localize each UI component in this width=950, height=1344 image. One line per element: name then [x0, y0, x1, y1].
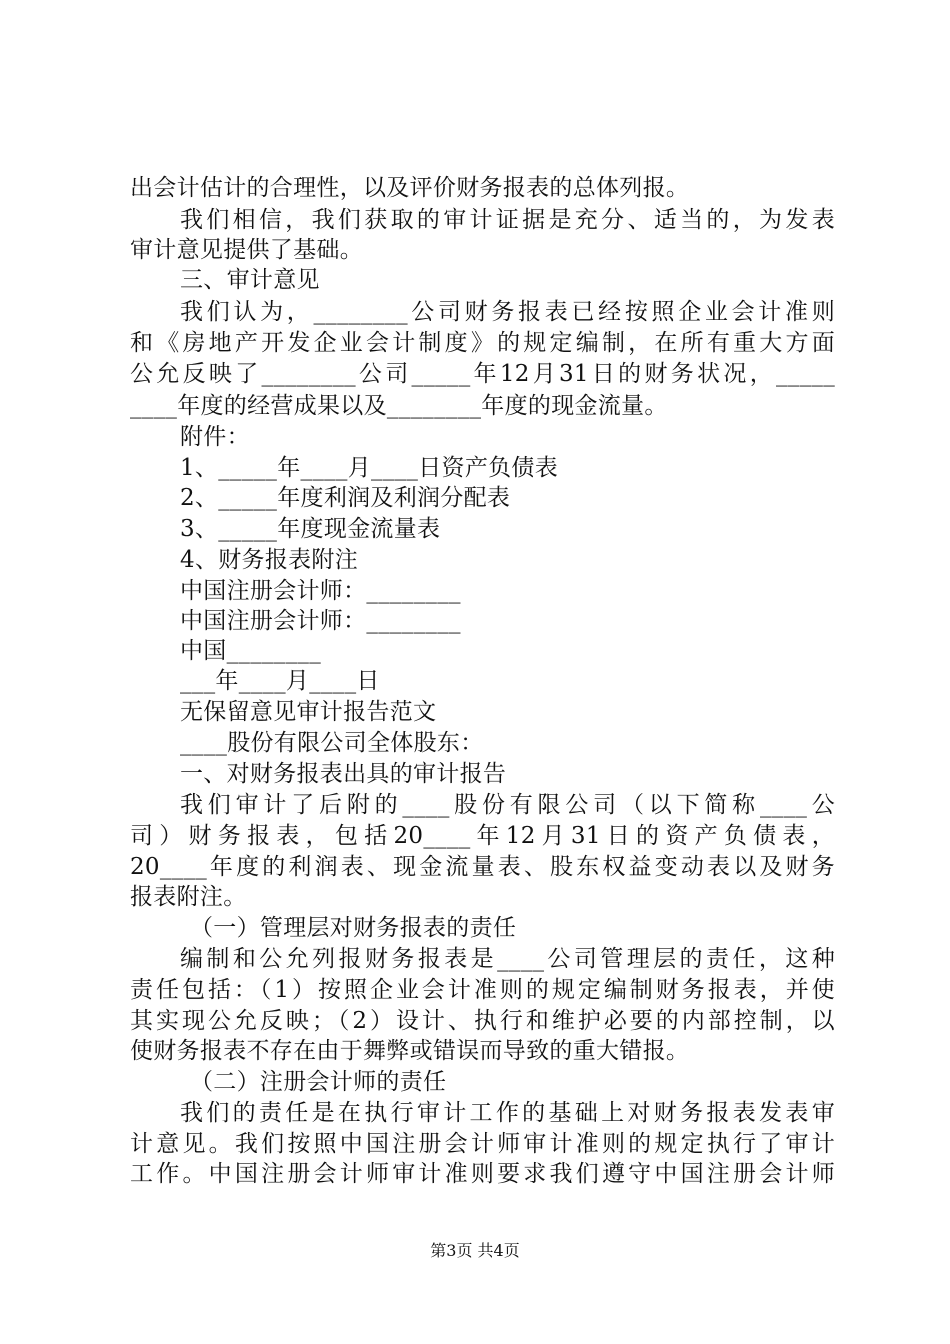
attachment-item: 1、_____年____月____日资产负债表: [180, 455, 559, 481]
text-line: 我们的责任是在执行审计工作的基础上对财务报表发表审: [180, 1100, 835, 1126]
subsection-heading: （一）管理层对财务报表的责任: [190, 915, 517, 941]
text-line: 责任包括：（1）按照企业会计准则的规定编制财务报表，并使: [130, 977, 835, 1003]
page-number-footer: 第3页 共4页: [430, 1241, 520, 1260]
subsection-heading: （二）注册会计师的责任: [190, 1069, 447, 1095]
text-line: 其实现公允反映；（2）设计、执行和维护必要的内部控制，以: [130, 1008, 835, 1034]
attachment-item: 4、财务报表附注: [180, 547, 359, 573]
text-line: 和《房地产开发企业会计制度》的规定编制，在所有重大方面: [130, 330, 835, 356]
template-title: 无保留意见审计报告范文: [180, 699, 437, 725]
addressee-line: ____股份有限公司全体股东：: [180, 730, 484, 756]
text-line: 工作。中国注册会计师审计准则要求我们遵守中国注册会计师: [130, 1161, 835, 1187]
text-line: ____年度的经营成果以及________年度的现金流量。: [130, 393, 668, 419]
signature-line: 中国注册会计师：________: [180, 578, 461, 604]
text-line: 我们认为，________公司财务报表已经按照企业会计准则: [180, 299, 835, 325]
text-line: 司）财务报表，包括20____年12月31日的资产负债表，: [130, 823, 835, 849]
text-line: 编制和公允列报财务报表是____公司管理层的责任，这种: [180, 946, 835, 972]
location-line: 中国________: [180, 638, 321, 664]
date-line: ___年____月____日: [180, 668, 380, 694]
text-line: 公允反映了________公司_____年12月31日的财务状况，_____: [130, 361, 835, 387]
text-line: 出会计估计的合理性，以及评价财务报表的总体列报。: [130, 175, 690, 201]
section-heading: 一、对财务报表出具的审计报告: [180, 761, 507, 787]
text-line: 计意见。我们按照中国注册会计师审计准则的规定执行了审计: [130, 1131, 835, 1157]
signature-line: 中国注册会计师：________: [180, 608, 461, 634]
text-line: 报表附注。: [130, 884, 247, 910]
text-line: 20____年度的利润表、现金流量表、股东权益变动表以及财务: [130, 854, 835, 880]
text-line: 我们审计了后附的____股份有限公司（以下简称____公: [180, 792, 835, 818]
text-line: 我们相信，我们获取的审计证据是充分、适当的，为发表: [180, 207, 835, 233]
text-line: 审计意见提供了基础。: [130, 237, 363, 263]
attachments-heading: 附件：: [180, 424, 250, 450]
attachment-item: 3、_____年度现金流量表: [180, 516, 441, 542]
section-heading: 三、审计意见: [180, 267, 320, 293]
text-line: 使财务报表不存在由于舞弊或错误而导致的重大错报。: [130, 1038, 690, 1064]
attachment-item: 2、_____年度利润及利润分配表: [180, 485, 511, 511]
